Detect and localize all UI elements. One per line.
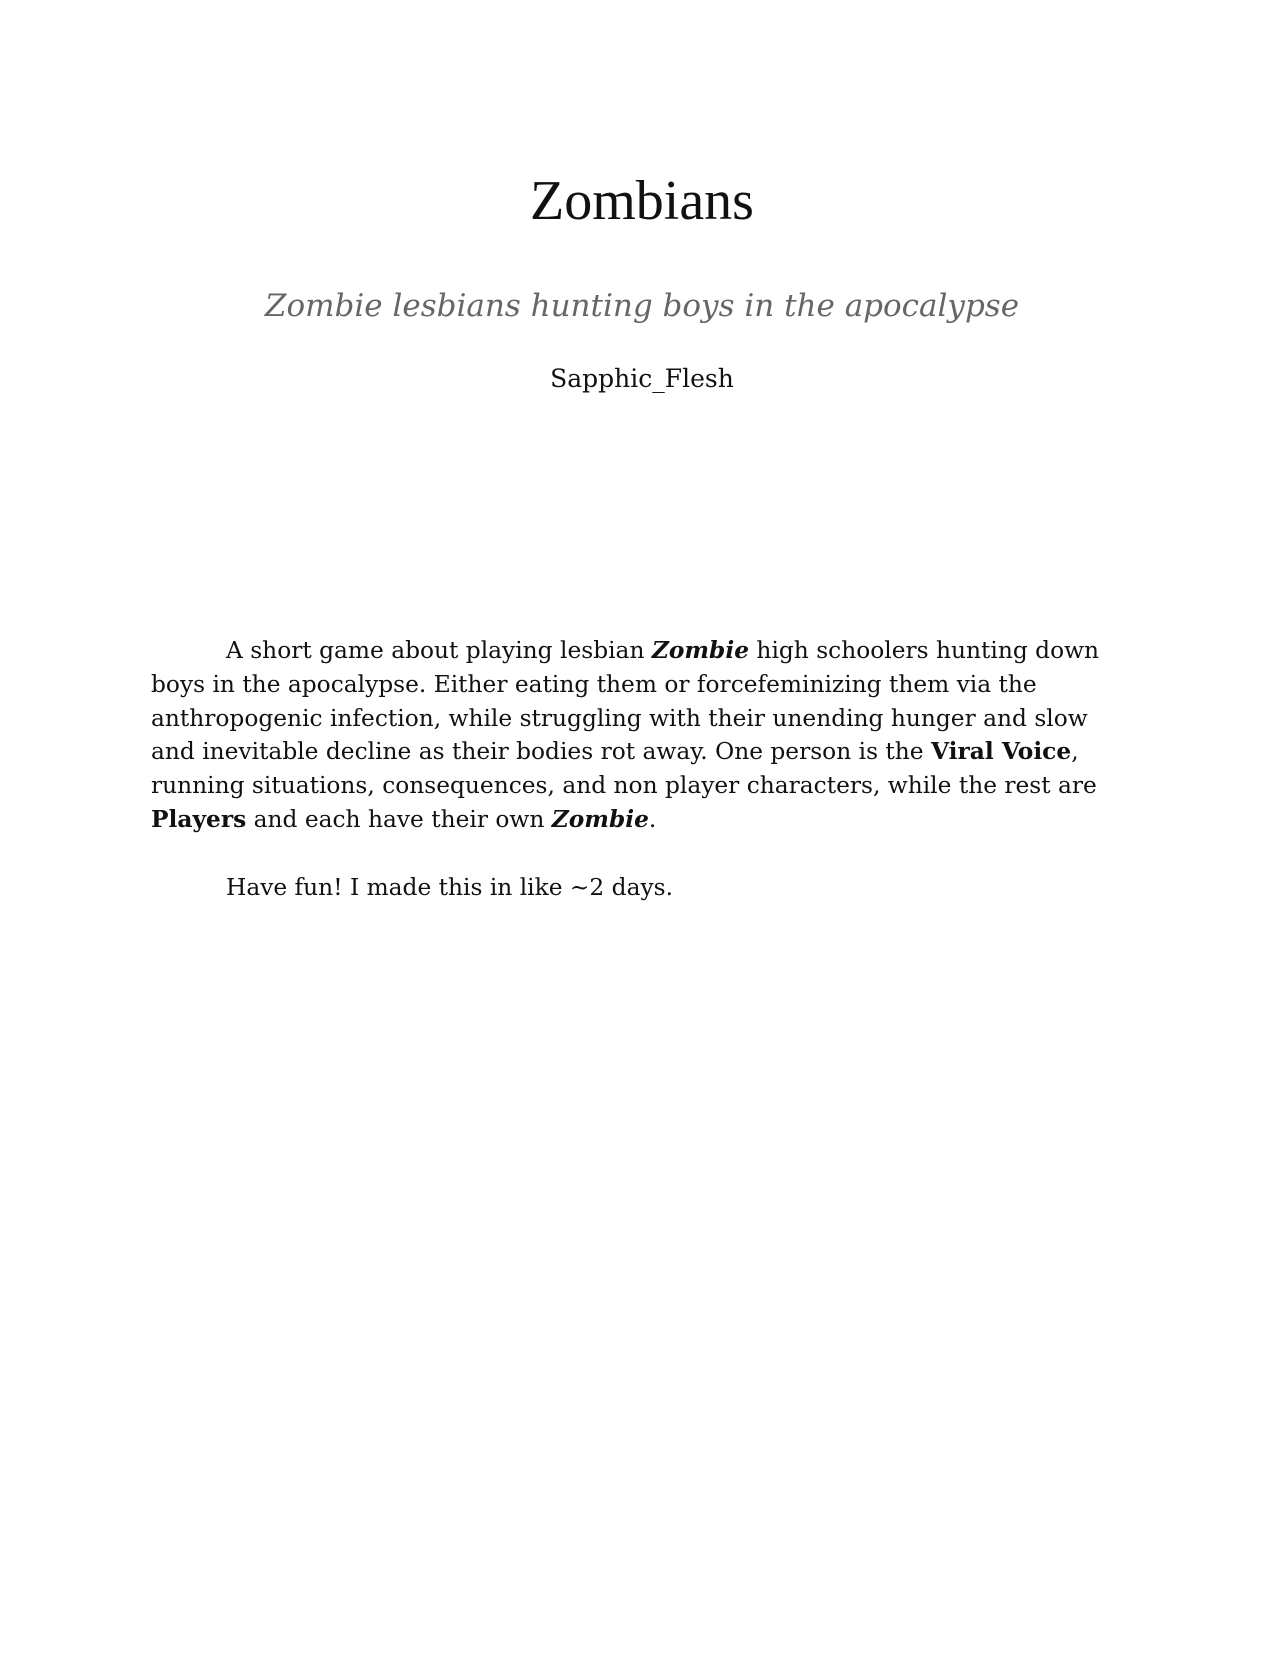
intro-text-segment: , running situations, consequences, and non player characters, while the rest are xyxy=(151,738,1097,800)
body-text xyxy=(151,634,1136,904)
zombie-term: Zombie xyxy=(651,637,750,664)
document-title: Zombians xyxy=(530,170,754,232)
intro-text-segment: . xyxy=(648,805,657,833)
intro-text-segment: high schoolers hunting down boys in the apocalypse. Either eating them or forcefeminizing them via the anthropogenic infection, while struggling with their unending hunger and slow and inevitable decline as their bodies rot away. One person is the xyxy=(151,637,1100,766)
closing-paragraph: Have fun! I made this in like ~2 days. xyxy=(226,873,673,901)
players-term: Players xyxy=(151,805,247,833)
document-author: Sapphic_Flesh xyxy=(550,364,734,393)
document-subtitle: Zombie lesbians hunting boys in the apocalypse xyxy=(264,288,1020,324)
intro-paragraph xyxy=(151,634,1136,837)
zombie-term: Zombie xyxy=(551,805,649,833)
viral-voice-term: Viral Voice xyxy=(931,738,1072,766)
intro-text-segment: and each have their own xyxy=(246,805,552,833)
intro-text-segment: A short game about playing lesbian xyxy=(226,637,652,664)
